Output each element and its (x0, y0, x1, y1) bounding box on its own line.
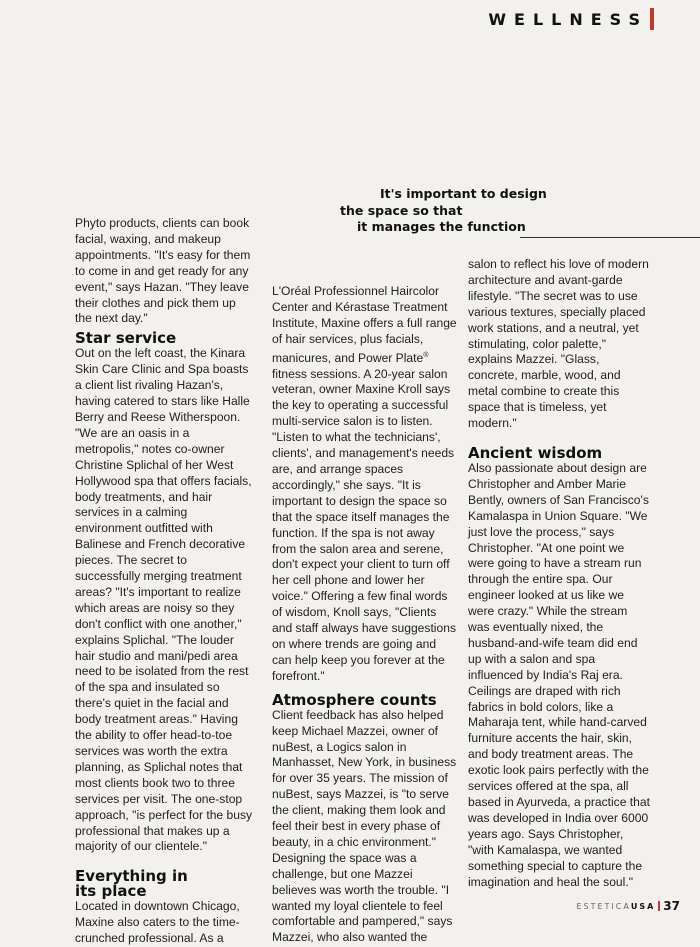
pull-quote (335, 186, 700, 236)
col1-intro-paragraph: Phyto products, clients can book facial, waxing, and makeup appointments. "It's easy for them to come in and get ready for any event," says Hazan. "They leave their clothes and pick them up the next day." (75, 216, 251, 326)
pull-quote-line-3: it manages the function (357, 219, 526, 234)
header-accent-bar (650, 8, 654, 30)
ancient-wisdom-paragraph: Also passionate about design are Christopher and Amber Marie Bently, owners of San Francisco's Kamalaspa in Union Square. "We just love the process," says Christopher. "At one point we were going to have a stream run through the entire spa. Our engineer looked at us like we were crazy." While the stream was eventually nixed, the husband-and-wife team did end up with a salon and spa influenced by India's Raj era. Ceilings are draped with rich fabrics in bold colors, like a Maharaja tent, while hand-carved furniture accents the hair, skin, and body treatment areas. The exotic look pairs perfectly with the services offered at the spa, all based in Ayurveda, a practice that was developed in India over 6000 years ago. Says Christopher, "with Kamalaspa, we wanted something special to capture the imagination and heal the soul." (468, 460, 650, 889)
star-service-paragraph: Out on the left coast, the Kinara Skin Care Clinic and Spa boasts a client list rivaling Hazan's, having catered to stars like Halle Berry and Reese Witherspoon. "We are an oasis in a metropolis," notes co-owner Christine Splichal of her West Hollywood spa that offers facials, body treatments, and hair services in a calming environment outfitted with Balinese and French decorative pieces. The secret to successfully merging treatment areas? "It's important to realize which areas are noisy so they don't conflict with one another," explains Splichal. "The louder hair studio and mani/pedi area need to be isolated from the rest of the spa and insulated so there's quiet in the facial and body treatment areas." Having the ability to offer head-to-toe services was worth the extra planning, as Splichal notes that most clients book two to three services per visit. The one-stop approach, "is perfect for the busy professional that makes up a majority of our clientele." (75, 346, 253, 854)
heading-ancient-wisdom: Ancient wisdom (468, 443, 603, 462)
heading-everything-line-2: its place (75, 882, 147, 901)
section-title: WELLNESS (488, 9, 648, 29)
column-3 (468, 257, 652, 890)
col2-intro-text-a: L'Oréal Professionnel Haircolor Center and Kérastase Treatment Institute, Maxine offers a full range of hair services, plus facials, manicures, and Power Plate (272, 284, 457, 365)
pull-quote-line-1: It's important to design (380, 186, 547, 201)
column-2 (272, 284, 458, 946)
pull-quote-rule (520, 237, 700, 238)
col3-intro-paragraph: salon to reflect his love of modern architecture and avant-garde lifestyle. "The secret was to use various textures, specially placed work stations, and a neutral, yet stimulating, color palette," explains Mazzei. "Glass, concrete, marble, wood, and metal combine to create this space that is timeless, yet modern." (468, 257, 649, 431)
page-footer (576, 899, 680, 913)
heading-star-service: Star service (75, 329, 177, 348)
atmosphere-paragraph: Client feedback has also helped keep Michael Mazzei, owner of nuBest, a Logics salon in Manhasset, New York, in business for over 35 years. The mission of nuBest, says Mazzei, is "to serve the client, making them look and feel their best in every phase of beauty, in a chic environment." Designing the space was a challenge, but one Mazzei believes was worth the trouble. "I wanted my loyal clientele to feel comfortable and pampered," says Mazzei, who also wanted the (272, 707, 457, 945)
everything-paragraph: Located in downtown Chicago, Maxine also caters to the time-crunched professional. As a (75, 899, 240, 946)
pull-quote-line-2: the space so that (340, 202, 463, 218)
registered-mark: ® (423, 351, 429, 359)
page-number: 37 (663, 899, 680, 913)
column-1 (75, 216, 255, 947)
footer-magazine: ESTETICA (576, 901, 631, 911)
heading-everything-in-its-place (75, 869, 255, 899)
footer-edition: USA (630, 901, 656, 911)
col2-intro-paragraph (272, 284, 458, 685)
section-header (488, 8, 654, 30)
heading-everything-line-1: Everything in (75, 867, 188, 886)
col2-intro-text-b: fitness sessions. A 20-year salon veteran, owner Maxine Kroll says the key to operating a successful multi-service salon is to listen. "Listen to what the technicians', clients', and management's needs are, and arrange spaces accordingly," she says. "It is important to design the space so that the space itself manages the function. If the spa is not away from the salon area and serene, don't expect your client to turn off her cell phone and lower her voice." Offering a few final words of wisdom, Knoll says, "Clients and staff always have suggestions on where trends are going and can help keep you forever at the forefront." (272, 366, 456, 683)
heading-atmosphere-counts: Atmosphere counts (272, 690, 437, 709)
footer-accent-bar (658, 901, 660, 911)
